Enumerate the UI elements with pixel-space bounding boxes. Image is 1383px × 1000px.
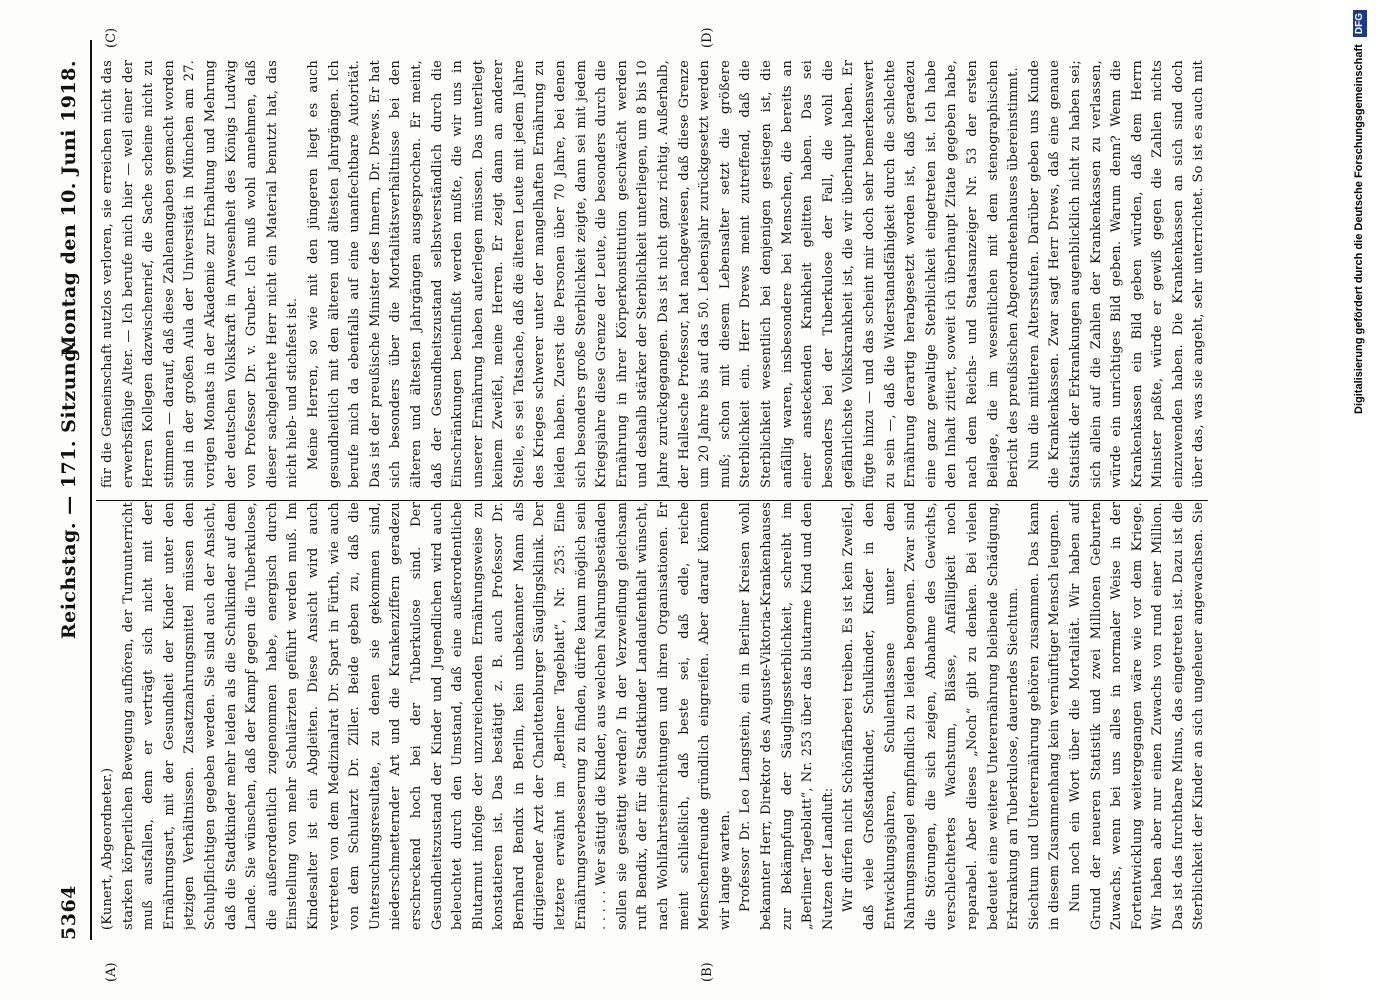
margin-marker-d: (D) [700,27,715,48]
left-column [98,502,1208,930]
page-number: 5364 [58,885,80,940]
page-header [58,40,84,940]
credit-text: Digitalisierung gefördert durch die Deutsche Forschungsgemeinschaft [1353,44,1365,414]
paragraph: für die Gemeinschaft nutzlos verloren, sie erreichen nicht das erwerbsfähige Alter. — Ich berufe mich hier — weil einer der Herren Kollegen dazwischenrief, die Sache scheine nicht zu stimmen — darauf, daß diese Zahlenangaben gemacht worden sind in der großen Aula der Universität in München am 27. vorigen Monats in der Akademie zur Erhaltung und Mehrung der deutschen Volkskraft in Anwesenheit des Königs Ludwig von Professor Dr. v. Gruber. Ich muß wohl annehmen, daß dieser sachgelehrte Herr nicht ein Material benutzt hat, das nicht hieb- und stichfest ist. [100,60,301,488]
margin-marker-a: (A) [104,962,119,982]
paragraph: starken körperlichen Bewegung aufhören, der Turnunterricht muß ausfallen, denn er verträgt sich nicht mit der Ernährungsart, mit der Gesundheit der Kinder unter den jetzigen Verhältnissen. Zusatznahrungsmittel müssen den Schulpflichtigen gegeben werden. Sie sind auch der Ansicht, daß die Stadtkinder mehr leiden als die Schulkinder auf dem Lande. Sie wünschen, daß der Kampf gegen die Tuberkulose, die außerordentlich zugenommen habe, energisch durch Einstellung von mehr Schulärzten geführt werden muß. Im Kindesalter ist ein Abgleiten. Diese Ansicht wird auch vertreten von dem Medizinalrat Dr. Spart in Fürth, wie auch von dem Schularzt Dr. Ziller. Beide geben zu, daß die Untersuchungsresultate, zu denen sie gekommen sind, niederschmetternder Art und die Krankenziffern geradezu erschreckend hoch bei der Tuberkulose sind. Der Gesundheitszustand der Kinder und Jugendlichen wird auch beleuchtet durch den Umstand, daß eine außerordentliche Blutarmut infolge der unzureichenden Ernährungsweise zu konstatieren ist. Das bestätigt z. B. auch Professor Dr. Bernhard Bendix in Berlin, kein unbekannter Mann als dirigierender Arzt der Charlottenburger Säuglingsklinik. Der letztere erwähnt im „Berliner Tageblatt“, Nr. 253: Eine Ernährungsverbesserung zu finden, dürfte kaum möglich sein . . . . . Wer sättigt die Kinder, aus welchen Nahrungsbeständen sollen sie gesättigt werden? In der Verzweiflung gleichsam ruft Bendix, der für die Stadtkinder Landaufenthalt wünscht, nach Wohlfahrtseinrichtungen und ihren Organisationen. Er meint schließlich, daß beste sei, daß edle, reiche Menschenfreunde gründlich eingreifen. Aber darauf können wir lange warten. [120,502,733,930]
paragraph: Nun die mittleren Altersstufen. Darüber geben uns Kunde die Krankenkassen. Zwar sagt Herr Drews, daß eine genaue Statistik der Erkrankungen augenblicklich nicht zu haben sei; sich allein auf die Zahlen der Krankenkassen zu verlassen, würde ein unrichtiges Bild geben. Warum denn? Wenn die Krankenkassen ein Bild geben würden, daß dem Herrn Minister paßte, würde er gewiß gegen die Zahlen nichts einzuwenden haben. Die Krankenkassen an sich sind doch über das, was sie angeht, sehr unterrichtet. So ist es auch mit [1026,60,1207,488]
digitization-credit [1352,10,1378,990]
dfg-logo: DFG [1353,10,1367,37]
column-separator [96,500,1208,501]
paragraph: Professor Dr. Leo Langstein, ein in Berliner Kreisen wohl bekannter Herr, Direktor des Auguste-Viktoria-Krankenhauses zur Bekämpfung der Säuglingssterblichkeit, schreibt im „Berliner Tageblatt“, Nr. 253 über das blutarme Kind und den Nutzen der Landluft: [738,502,836,930]
session-date: Montag den 10. Juni 1918. [58,60,80,357]
speaker-line: (Kunert, Abgeordneter.) [100,767,115,930]
margin-marker-b: (B) [700,962,715,982]
right-column [98,60,1208,488]
paragraph: Siechtum und Unterernährung gehören zusammen. Das kann in diesem Zusammenhang kein vernünftiger Mensch leugnen. [1026,502,1063,930]
header-rule [90,40,92,940]
margin-marker-c: (C) [104,27,119,48]
paragraph: Nun noch ein Wort über die Mortalität. Wir haben auf Grund der neueren Statistik und zwei Millionen Geburten Zuwachs, wenn bei uns alles in normaler Weise in der Fortentwicklung weitergegangen wäre wie vor dem Kriege. Wir haben aber nur einen Zuwachs von rund einer Million. Das ist das furchtbare Minus, das eingetreten ist. Dazu ist die Sterblichkeit der Kinder an sich ungeheuer angewachsen. Sie [1067,502,1207,930]
paragraph: Meine Herren, so wie mit den jüngeren liegt es auch gesundheitlich mit den älteren und ältesten Jahrgängen. Ich berufe mich da ebenfalls auf eine unanfechtbare Autorität. Das ist der preußische Minister des Innern, Dr. Drews. Er hat sich besonders über die Mortalitätsverhältnisse bei den älteren und ältesten Jahrgängen ausgesprochen. Er meint, daß der Gesundheitszustand selbstverständlich durch die Einschränkungen beeinflußt werden mußte, die wir uns in unserer Ernährung haben auferlegen müssen. Das unterliegt keinem Zweifel, meine Herren. Er zeigt dann an anderer Stelle, es sei Tatsache, daß die älteren Leute mit jedem Jahre des Krieges schwerer unter der mangelhaften Ernährung zu leiden haben. Zuerst die Personen über 70 Jahre, bei denen sich besonders große Sterblichkeit zeigte, dann sei mit jedem Kriegsjahre diese Grenze der Leute, die besonders durch die Ernährung in ihrer Körperkonstitution geschwächt werden und deshalb stärker der Sterblichkeit unterliegen, um 8 bis 10 Jahre zurückgegangen. Das ist nicht ganz richtig. Außerhalb, der Hallesche Professor, hat nachgewiesen, daß diese Grenze um 20 Jahre bis auf das 50. Lebensjahr zurückgesetzt werden muß; schon mit diesem Lebensalter setzt die größere Sterblichkeit ein. Herr Drews meint zutreffend, daß die Sterblichkeit wesentlich bei denjenigen gestiegen ist, die anfällig waren, insbesondere bei Menschen, die bereits an einer ansteckenden Krankheit gelitten haben. Das sei besonders bei der Tuberkulose der Fall, die wohl die gefährlichste Volkskrankheit ist, die wir überhaupt haben. Er fügte hinzu — und das scheint mir doch sehr bemerkenswert zu sein —, daß die Widerstandsfähigkeit durch die schlechte Ernährung derartig herabgesetzt worden ist, daß geradezu eine ganz gewaltige Sterblichkeit eingetreten ist. Ich habe den Inhalt zitiert, soweit ich überhaupt Zitate gegeben habe, nach dem Reichs- und Staatsanzeiger Nr. 53 der ersten Beilage, die im wesentlichen mit dem stenographischen Bericht des preußischen Abgeordnetenhauses übereinstimmt. [305,60,1022,488]
quote-paragraph: Wir dürfen nicht Schönfärberei treiben. Es ist kein Zweifel, daß viele Großstadtkinder, Schulkinder, Kinder in den Entwicklungsjahren, Schulentlassene unter dem Nahrungsmangel empfindlich zu leiden begonnen. Zwar sind die Störungen, die sich zeigen, Abnahme des Gewichts, verschlechtertes Wachstum, Blässe, Anfälligkeit noch reparabel. Aber dieses „Noch“ gibt zu denken. Bei vielen bedeutet eine weitere Unterernährung bleibende Schädigung, Erkrankung an Tuberkulose, dauerndes Siechtum. [841,502,1022,930]
session-title: Reichstag. — 171. Sitzung. [58,340,80,640]
